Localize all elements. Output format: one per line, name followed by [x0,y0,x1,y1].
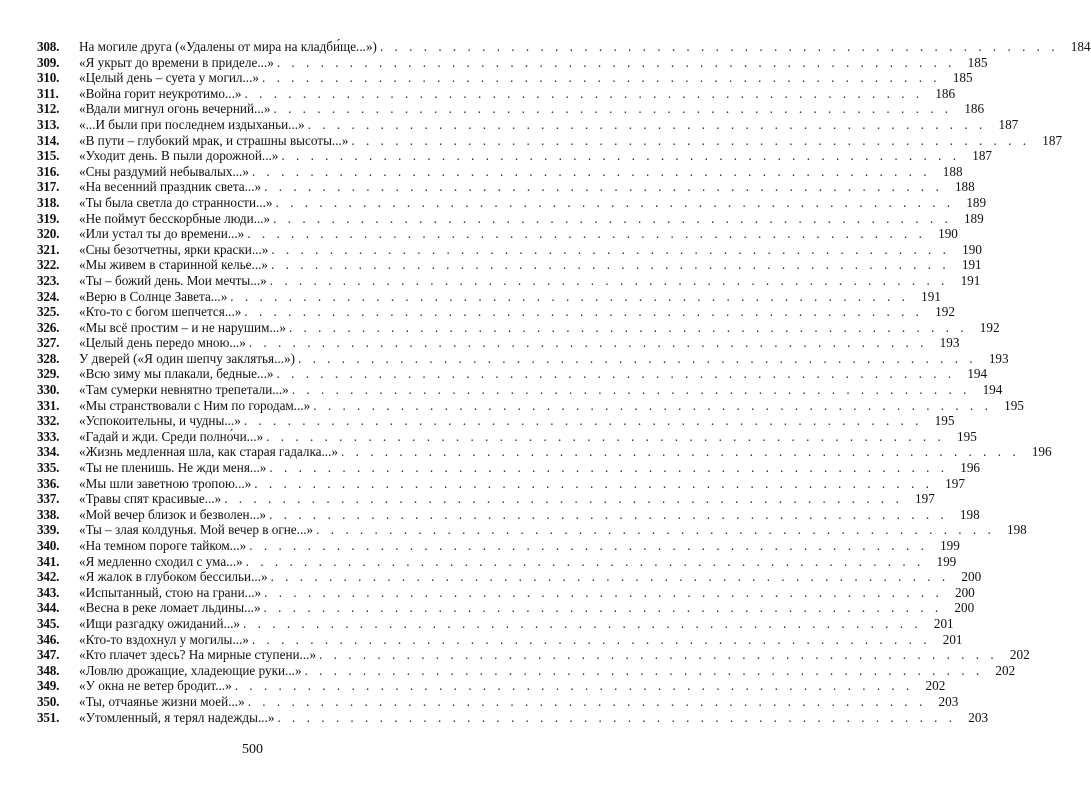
entry-number: 340. [37,538,60,553]
dot-leader [269,507,948,523]
entry-number: 338. [37,506,60,522]
toc-entry [37,538,960,554]
entry-page: 197 [945,475,965,491]
dot-leader [380,39,1059,55]
entry-page: 198 [1006,522,1027,538]
toc-entry [37,662,1016,679]
entry-page: 187 [1042,132,1063,148]
dot-leader [243,616,922,632]
entry-title: «Ты была светла до странности...» [79,194,273,210]
entry-title: «Кто плачет здесь? На мирные ступени...» [79,647,317,663]
entry-title: «Уходит день. В пыли дорожной...» [79,148,279,164]
toc-entry [37,693,959,710]
entry-page: 195 [957,428,977,444]
entry-number: 347. [37,647,60,663]
entry-page: 186 [935,85,956,101]
dot-leader [316,522,995,538]
entry-page: 196 [960,460,980,476]
entry-number: 319. [37,210,60,226]
toc-entry [37,460,980,476]
entry-title: «Жизнь медленная шла, как старая гадалка...» [79,444,338,460]
dot-leader [264,600,943,616]
entry-title: «Весна в реке ломает льдины...» [79,600,261,616]
entry-title: «Я укрыт до времени в приделе...» [79,54,274,70]
entry-number: 310. [37,70,60,86]
toc-entry [37,304,955,320]
dot-leader [305,663,984,679]
dot-leader [319,647,998,663]
dot-leader [341,444,1020,460]
toc-entry [37,226,958,242]
dot-leader [298,351,977,367]
entry-page: 187 [998,116,1019,132]
toc-entry [37,678,946,694]
toc-entry [37,116,1019,133]
entry-number: 317. [37,179,60,195]
entry-page: 197 [915,491,935,507]
page-number: 500 [242,742,263,757]
toc-entry [37,709,989,726]
dot-leader [230,289,909,305]
toc-entry [37,569,982,585]
entry-number: 331. [37,397,60,413]
entry-page: 202 [925,678,946,694]
toc-entry [37,194,987,211]
entry-title: «Война горит неукротимо...» [79,85,242,101]
entry-page: 193 [939,335,960,351]
entry-title: «Утомленный, я терял надежды...» [79,709,275,725]
entry-number: 322. [37,257,60,273]
entry-title: «Ты – божий день. Мои мечты...» [79,272,267,288]
toc-entry [37,522,1027,538]
entry-title: «Ты не пленишь. Не жди меня...» [79,460,267,476]
toc-entry [37,132,1063,149]
entry-page: 184 [1070,39,1091,54]
dot-leader [289,320,968,336]
dot-leader [252,632,931,648]
dot-leader [276,195,955,211]
toc-entry [37,397,1024,414]
dot-leader [264,585,943,601]
entry-number: 333. [37,428,60,444]
entry-page: 199 [936,553,957,569]
entry-title: «Верю в Солнце Завета...» [79,288,228,304]
dot-leader [252,164,931,180]
entry-page: 194 [982,382,1003,398]
entry-title: «Мы шли заветною тропою...» [79,475,252,491]
entry-number: 341. [37,553,60,569]
entry-title: «Сны раздумий небывалых...» [79,163,249,179]
entry-page: 194 [967,366,988,382]
toc-entry [37,272,981,289]
entry-number: 350. [37,693,60,709]
entry-title: «Сны безотчетны, ярки краски...» [79,241,269,257]
toc-entry [37,101,985,117]
dot-leader [351,133,1030,149]
entry-number: 321. [37,241,60,257]
entry-number: 320. [37,226,60,242]
entry-number: 313. [37,116,60,132]
dot-leader [277,55,956,71]
toc-entry [37,257,982,273]
entry-number: 318. [37,194,60,210]
entry-number: 308. [37,39,60,54]
entry-page: 195 [1004,397,1024,413]
entry-page: 203 [938,693,959,709]
entry-title: «Я медленно сходил с ума...» [79,553,243,569]
entry-page: 201 [942,631,963,647]
entry-number: 332. [37,413,60,429]
entry-title: «Целый день передо мною...» [79,335,246,351]
toc-entry [37,631,963,648]
entry-number: 324. [37,288,60,304]
entry-page: 192 [979,319,1000,335]
entry-title: «Гадай и жди. Среди полно́чи...» [79,428,264,444]
entry-page: 191 [921,288,941,304]
dot-leader [262,70,941,86]
entry-number: 345. [37,615,60,631]
dot-leader [248,694,927,710]
dot-leader [244,413,923,429]
entry-title: «Или устал ты до времени...» [79,226,245,242]
entry-title: «Не поймут бесскорбные люди...» [79,210,271,226]
entry-number: 344. [37,600,60,616]
entry-page: 203 [968,709,989,725]
toc-entry [37,54,988,71]
entry-title: «Целый день – суета у могил...» [79,70,259,86]
toc-entry [37,319,1000,336]
toc-entry [37,163,963,180]
dot-leader [271,569,950,585]
entry-number: 316. [37,163,60,179]
toc-entry [37,382,1003,398]
toc-entry [37,584,975,601]
entry-title: «Мы странствовали с Ним по городам...» [79,397,311,413]
toc-entry [37,288,941,305]
entry-title: «На весенний праздник света...» [79,179,262,195]
entry-title: «Вдали мигнул огонь вечерний...» [79,101,271,117]
toc-entry [37,179,975,195]
dot-leader [249,538,928,554]
toc-entry [37,350,1009,367]
dot-leader [273,211,952,227]
dot-leader [270,273,949,289]
entry-title: «Кто-то вздохнул у могилы...» [79,631,249,647]
toc-entry [37,475,965,492]
dot-leader [244,304,923,320]
entry-page: 189 [966,194,987,210]
dot-leader [308,117,987,133]
entry-page: 188 [954,179,975,195]
dot-leader [269,460,948,476]
entry-title: «В пути – глубокий мрак, и страшны высоты...» [79,132,349,148]
entry-title: «У окна не ветер бродит...» [79,678,232,694]
dot-leader [246,554,925,570]
toc-entry [37,413,955,429]
entry-number: 314. [37,132,60,148]
entry-page: 202 [1009,647,1030,663]
entry-number: 327. [37,335,60,351]
toc-entry [37,241,982,258]
dot-leader [273,101,952,117]
toc-entry [37,444,1052,460]
entry-number: 326. [37,319,60,335]
entry-page: 191 [961,257,982,273]
entry-title: «Я жалок в глубоком бессильи...» [79,569,268,585]
entry-number: 334. [37,444,60,460]
dot-leader [271,242,950,258]
dot-leader [276,366,955,382]
dot-leader [266,429,945,445]
entry-page: 200 [954,584,975,600]
entry-page: 196 [1031,444,1052,460]
entry-page: 200 [954,600,975,616]
entry-title: У дверей («Я один шепчу заклятья...») [79,350,295,366]
entry-number: 328. [37,350,60,366]
entry-number: 336. [37,475,60,491]
entry-page: 201 [933,615,954,631]
entry-page: 189 [963,210,984,226]
entry-title: «Травы спят красивые...» [79,491,222,507]
dot-leader [271,257,950,273]
entry-number: 337. [37,491,60,507]
entry-title: «Мы живем в старинной келье...» [79,257,269,273]
toc-entry [37,506,980,523]
entry-number: 343. [37,584,60,600]
toc-entry [37,600,975,616]
entry-page: 190 [938,226,958,242]
entry-title: «...И были при последнем издыханьи...» [79,116,305,132]
entry-title: «Успокоительны, и чудны...» [79,413,241,429]
entry-number: 351. [37,709,60,725]
entry-number: 325. [37,304,60,320]
entry-title: «Кто-то с богом шепчется...» [79,304,242,320]
dot-leader [247,226,926,242]
entry-number: 342. [37,569,60,585]
dot-leader [277,710,956,726]
toc-entry [37,615,954,632]
entry-title: «Испытанный, стою на грани...» [79,584,262,600]
entry-number: 348. [37,662,60,678]
entry-page: 200 [961,569,982,585]
entry-number: 323. [37,272,60,288]
entry-title: «Ты, отчаянье жизни моей...» [79,693,245,709]
entry-page: 191 [960,272,981,288]
toc-entry [37,335,960,351]
entry-page: 185 [952,70,973,86]
entry-page: 199 [940,538,960,553]
entry-title: «Там сумерки невнятно трепетали...» [79,382,289,398]
entry-number: 346. [37,631,60,647]
entry-page: 188 [942,163,963,179]
entry-title: «Ты – злая колдунья. Мой вечер в огне...» [79,522,314,538]
entry-number: 339. [37,522,60,538]
toc-entry [37,428,977,445]
entry-page: 186 [964,101,985,117]
entry-number: 349. [37,678,60,694]
dot-leader [292,382,971,398]
entry-page: 187 [972,148,992,164]
dot-leader [313,398,992,414]
entry-page: 193 [988,350,1009,366]
dot-leader [244,86,923,102]
toc-entry [37,366,988,382]
table-of-contents [37,39,1091,725]
entry-number: 311. [37,85,59,101]
entry-title: «Ищи разгадку ожиданий...» [79,615,241,631]
toc-entry [37,553,957,570]
dot-leader [254,476,933,492]
toc-entry [37,647,1030,663]
entry-title: На могиле друга («Удалены от мира на кладби́ще...») [79,39,377,54]
entry-number: 309. [37,54,60,70]
entry-title: «На темном пороге тайком...» [79,538,247,553]
toc-entry [37,210,984,227]
dot-leader [281,148,960,164]
entry-page: 202 [995,662,1016,678]
entry-title: «Всю зиму мы плакали, бедные...» [79,366,274,382]
entry-page: 192 [935,304,955,320]
dot-leader [224,491,903,507]
toc-entry [37,70,973,86]
toc-entry [37,491,935,507]
entry-number: 315. [37,148,60,164]
entry-page: 185 [967,54,988,70]
dot-leader [249,335,928,351]
dot-leader [264,179,943,195]
entry-title: «Ловлю дрожащие, хладеющие руки...» [79,662,302,678]
entry-number: 330. [37,382,60,398]
entry-page: 190 [962,241,982,257]
toc-entry [37,85,956,102]
entry-number: 312. [37,101,60,117]
entry-number: 329. [37,366,60,382]
entry-page: 198 [959,506,980,522]
dot-leader [235,678,914,694]
toc-entry [37,39,1091,55]
toc-entry [37,148,992,164]
entry-title: «Мы всё простим – и не нарушим...» [79,319,286,335]
entry-number: 335. [37,460,60,476]
entry-page: 195 [934,413,955,429]
entry-title: «Мой вечер близок и безволен...» [79,506,267,522]
